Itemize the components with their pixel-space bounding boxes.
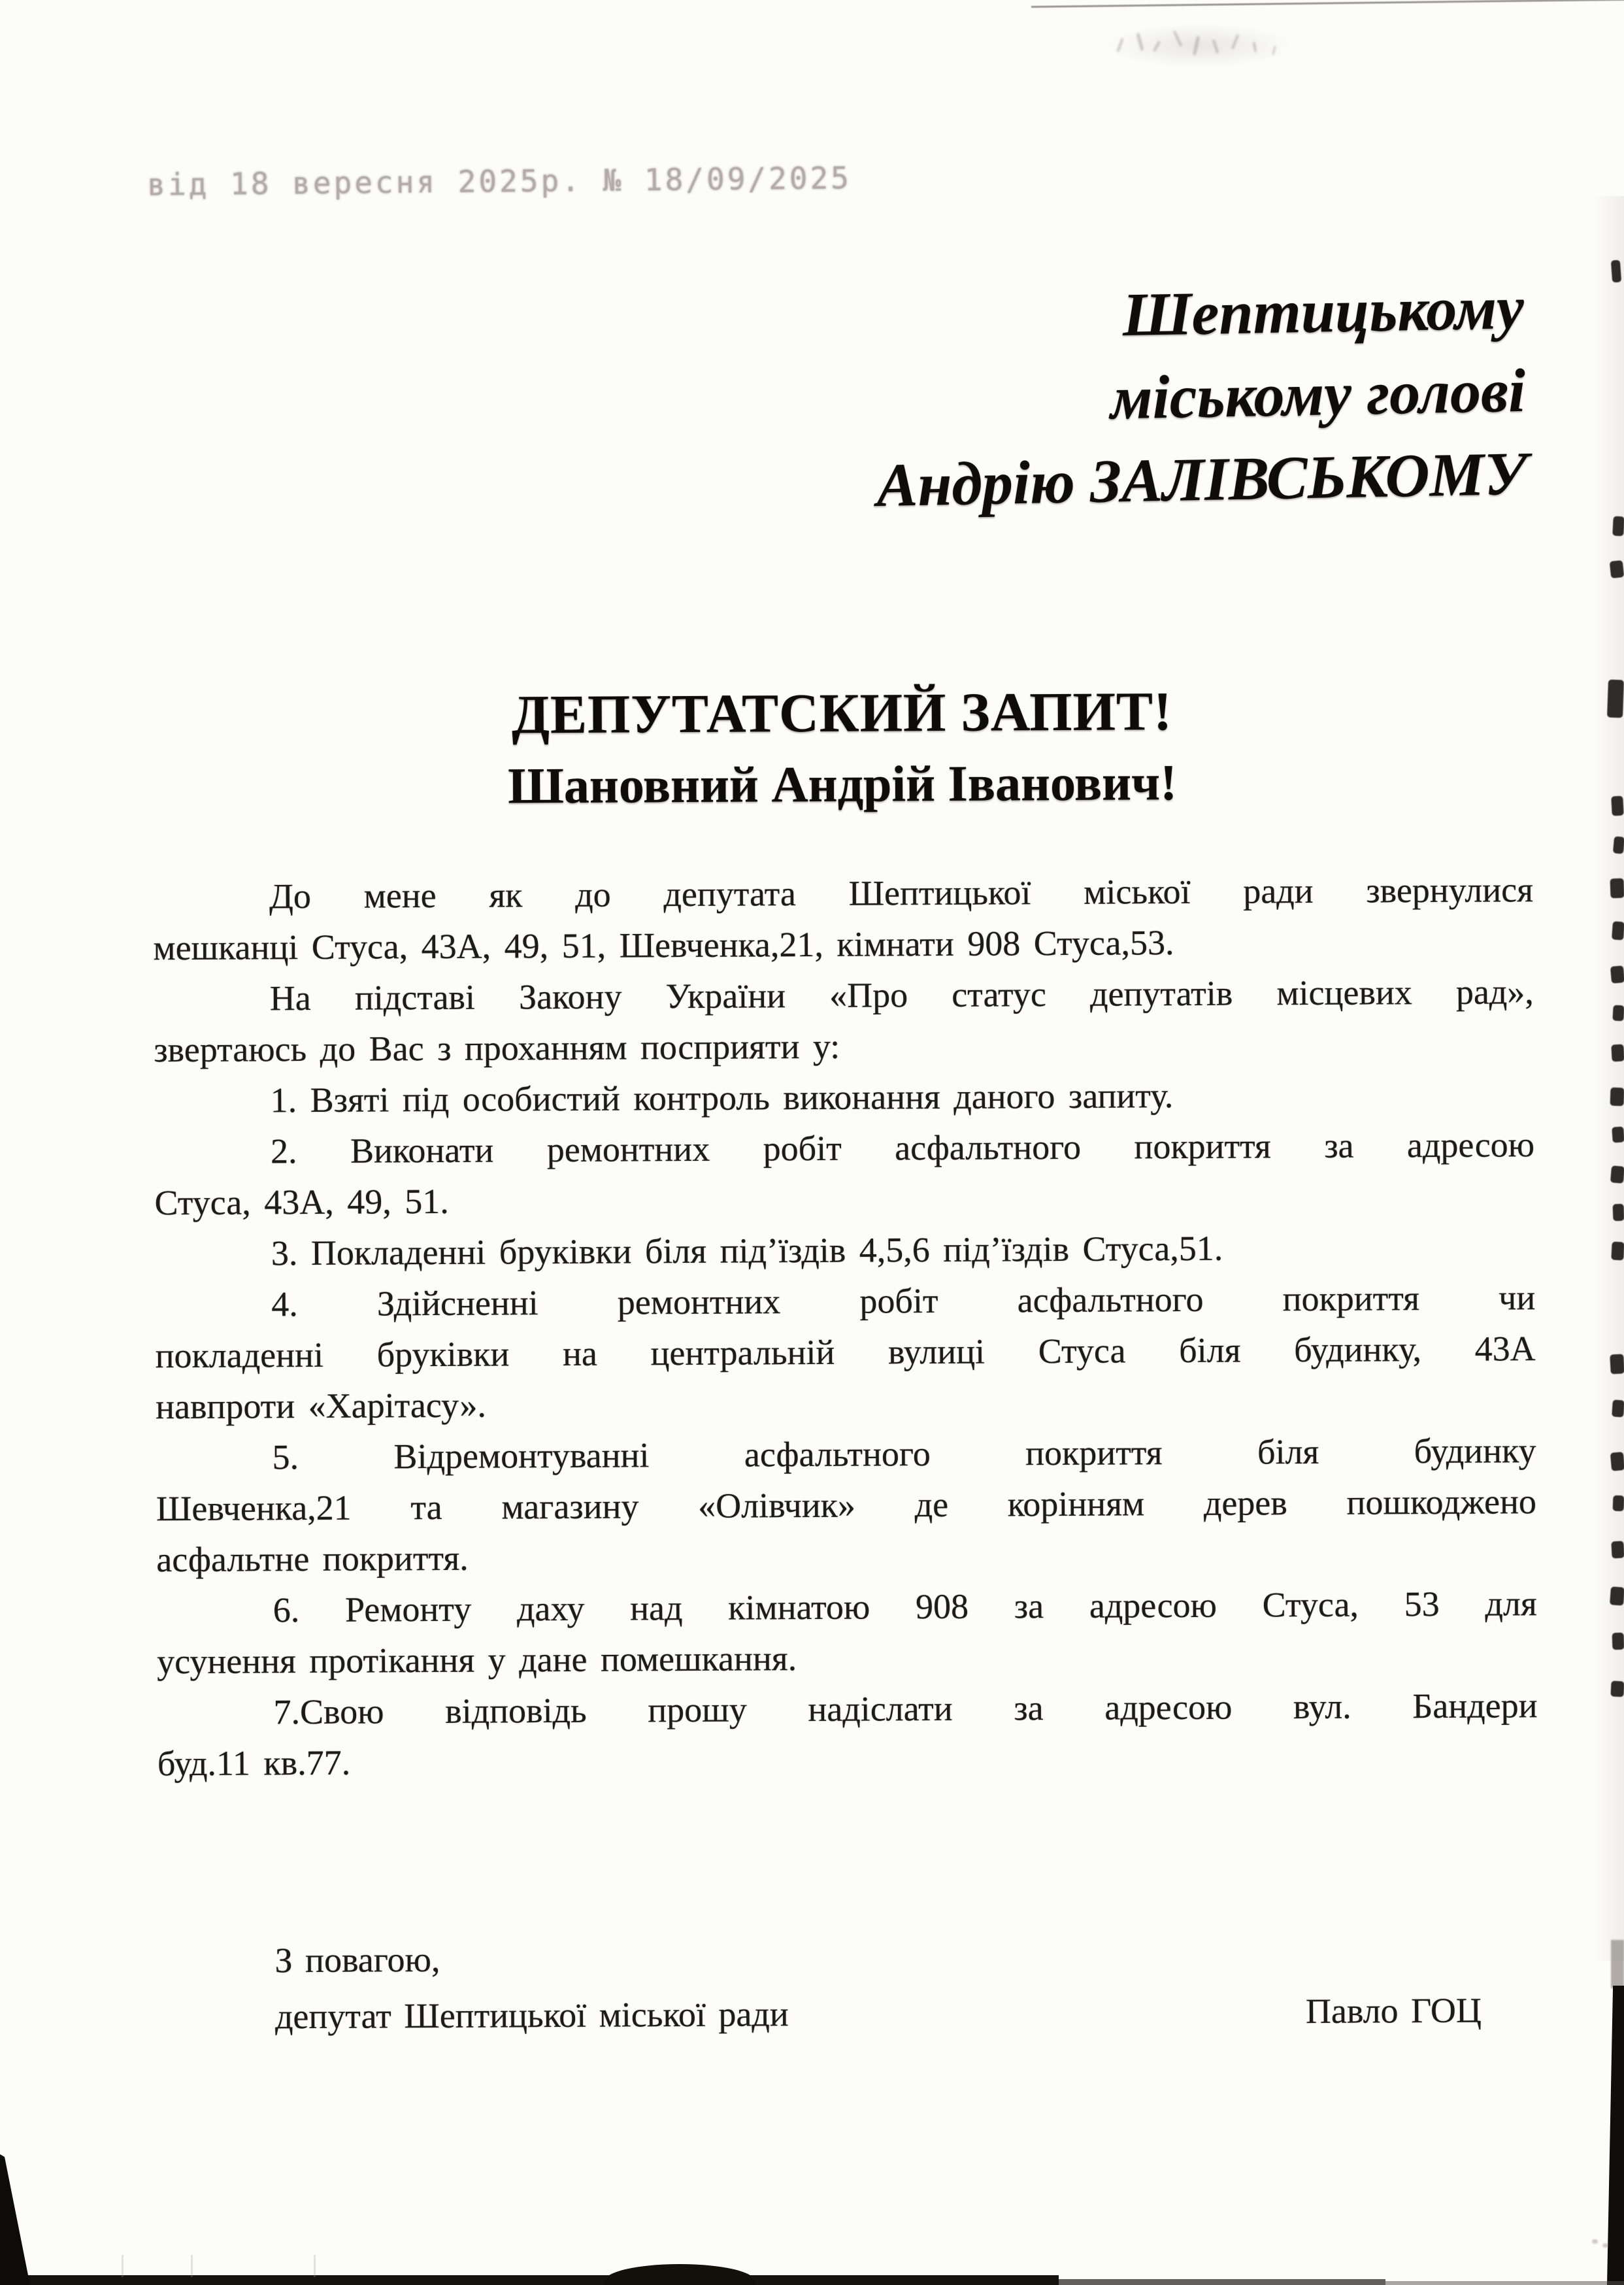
scan-bleed-fragment xyxy=(1613,1204,1624,1222)
body-line: асфальтне покриття. xyxy=(156,1538,469,1580)
scan-bleed-fragment xyxy=(1611,1541,1624,1559)
scan-bleed-fragment xyxy=(1612,1005,1624,1022)
scan-bleed-fragment xyxy=(1611,1242,1624,1261)
body-line: мешканці Стуса, 43А, 49, 51, Шевченка,21, кімнати 908 Стуса,53. xyxy=(153,923,1174,968)
body-line: До мене як до депутата Шептицької міської ради звернулися xyxy=(269,870,1534,916)
body-line: 2. Виконати ремонтних робіт асфальтного покриття за адресою xyxy=(270,1125,1535,1171)
body-line: усунення протікання у дане помешкання. xyxy=(156,1639,797,1682)
signature-block xyxy=(158,1926,1539,2045)
signature-closing: З повагою, xyxy=(274,1939,440,1980)
scan-streak xyxy=(191,2255,193,2277)
scan-bleed-fragment xyxy=(1610,1680,1624,1697)
scan-streak xyxy=(314,2255,316,2277)
body-paragraphs xyxy=(153,864,1538,1789)
scan-dot xyxy=(1592,2239,1598,2244)
scan-bleed-fragment xyxy=(1613,836,1624,854)
scan-bleed-fragment xyxy=(1613,1495,1624,1512)
scan-bleed-fragment xyxy=(1612,516,1624,537)
scan-bleed-fragment xyxy=(1611,1044,1624,1062)
body-line: 1. Взяті під особистий контроль виконання даного запиту. xyxy=(270,1076,1174,1120)
signature-row xyxy=(159,1982,1539,2045)
addressee-line: міському голові xyxy=(1110,356,1526,433)
signature-role: депутат Шептицької міської ради xyxy=(274,1994,789,2037)
scan-bleed-fragment xyxy=(1610,560,1624,578)
addressee-line: Шептицькому xyxy=(1121,273,1525,350)
scan-bleed-fragment xyxy=(1610,1586,1624,1605)
scan-streak xyxy=(122,2255,124,2277)
registration-stamp: від 18 вересня 2025р. № 18/09/2025 xyxy=(147,160,852,203)
scan-bottom-edge xyxy=(0,2275,1059,2285)
body-line: 4. Здійсненні ремонтних робіт асфальтного покриття чи xyxy=(271,1278,1536,1324)
scan-bottom-edge xyxy=(1385,2281,1624,2285)
body-line: 6. Ремонту даху над кімнатою 908 за адресою Стуса, 53 для xyxy=(273,1584,1537,1630)
body-line: 5. Відремонтуванні асфальтного покриття біля будинку xyxy=(272,1431,1536,1477)
body-line: буд.11 кв.77. xyxy=(157,1743,351,1784)
scan-bleed-fragment xyxy=(1611,260,1621,283)
scan-bleed-fragment xyxy=(1610,965,1624,984)
addressee-block xyxy=(873,267,1528,527)
scan-bleed-fragment xyxy=(1612,1126,1624,1142)
body-line: Шевченка,21 та магазину «Олівчик» де корінням дерев пошкоджено xyxy=(156,1482,1537,1529)
signature-name: Павло ГОЦ xyxy=(1305,1990,1482,2031)
scan-smudge xyxy=(1104,23,1294,69)
body-line: навпроти «Харітасу». xyxy=(155,1385,487,1427)
scan-edge-mark xyxy=(1611,1940,1624,1988)
scan-bleed-fragment xyxy=(1612,1399,1624,1417)
scan-bleed-fragment xyxy=(1610,1088,1624,1107)
scan-bleed-fragment xyxy=(1610,1452,1624,1471)
scan-bleed-fragment xyxy=(1610,1354,1624,1374)
scan-bottom-edge xyxy=(1059,2279,1385,2285)
body-line: покладенні бруківки на центральній вулиці Стуса біля будинку, 43А xyxy=(155,1329,1536,1376)
body-line: Стуса, 43А, 49, 51. xyxy=(154,1181,449,1223)
scan-bleed-fragment xyxy=(1610,878,1624,899)
body-line: звертаюсь до Вас з проханням посприяти у: xyxy=(154,1026,840,1070)
body-line: На підставі Закону України «Про статус депутатів місцевих рад», xyxy=(269,972,1534,1018)
body-line: 3. Покладенні бруківки біля під’їздів 4,5,6 під’їздів Стуса,51. xyxy=(271,1228,1223,1273)
addressee-line: Андрію ЗАЛІВСЬКОМУ xyxy=(876,439,1528,520)
scan-bleed-fragment xyxy=(1611,796,1624,816)
scan-bleed-fragment xyxy=(1612,921,1624,940)
scan-bleed-fragment xyxy=(1612,1633,1624,1650)
scan-bleed-fragment xyxy=(1607,680,1624,718)
scan-dot xyxy=(1602,2243,1608,2248)
document-title: ДЕПУТАТСКИЙ ЗАПИТ! xyxy=(511,681,1173,746)
body-line: 7.Свою відповідь прошу надіслати за адресою вул. Бандери xyxy=(273,1686,1538,1732)
salutation-line: Шановний Андрій Іванович! xyxy=(507,754,1178,814)
scan-bleed-fragment xyxy=(1610,1165,1624,1184)
